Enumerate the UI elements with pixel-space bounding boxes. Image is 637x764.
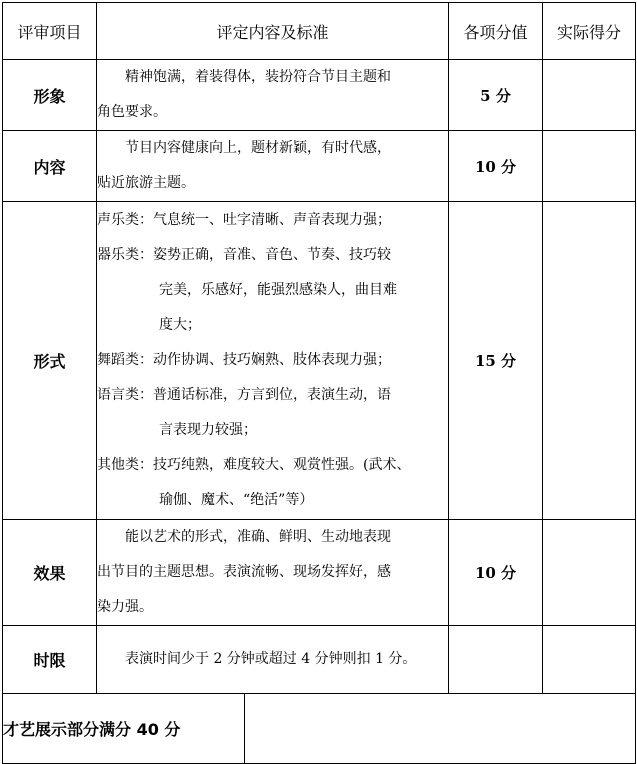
score-cell: 10 分 (449, 131, 543, 202)
criteria-line: 染力强。 (97, 599, 153, 615)
criteria-line: 语言类：普通话标准，方言到位，表演生动，语 (97, 387, 391, 403)
header-content: 评定内容及标准 (97, 3, 449, 60)
category-cell: 形式 (3, 202, 97, 520)
criteria-line: 器乐类：姿势正确，音准、音色、节奏、技巧较 (97, 247, 391, 263)
criteria-line: 节目内容健康向上，题材新颖，有时代感， (125, 140, 391, 156)
criteria-line: 其他类：技巧纯熟，难度较大、观赏性强。(武术、 (97, 457, 411, 473)
header-score: 各项分值 (449, 3, 543, 60)
actual-score-input[interactable] (543, 626, 636, 694)
category-cell: 时限 (3, 626, 97, 694)
score-cell: 5 分 (449, 60, 543, 131)
criteria-line: 角色要求。 (97, 104, 167, 120)
criteria-line: 度大； (159, 317, 201, 333)
criteria-cell (97, 626, 449, 694)
criteria-line: 精神饱满，着装得体，装扮符合节目主题和 (125, 69, 391, 85)
category-cell: 效果 (3, 520, 97, 626)
category-cell: 内容 (3, 131, 97, 202)
row-effect (3, 520, 636, 626)
footer-row (3, 694, 636, 764)
criteria-cell (97, 131, 449, 202)
header-row (3, 3, 636, 60)
criteria-line: 声乐类：气息统一、吐字清晰、声音表现力强； (97, 212, 391, 228)
criteria-line: 完美，乐感好，能强烈感染人，曲目难 (159, 282, 397, 298)
row-time-limit (3, 626, 636, 694)
criteria-line: 舞蹈类：动作协调、技巧娴熟、肢体表现力强； (97, 352, 391, 368)
total-score-input[interactable] (245, 694, 636, 764)
criteria-cell (97, 520, 449, 626)
criteria-line: 出节目的主题思想。表演流畅、现场发挥好，感 (97, 564, 391, 580)
criteria-line: 贴近旅游主题。 (97, 175, 195, 191)
actual-score-input[interactable] (543, 131, 636, 202)
actual-score-input[interactable] (543, 520, 636, 626)
score-cell (449, 626, 543, 694)
actual-score-input[interactable] (543, 60, 636, 131)
header-actual: 实际得分 (543, 3, 636, 60)
criteria-line: 言表现力较强； (159, 422, 257, 438)
scoring-table (2, 2, 636, 764)
header-item: 评审项目 (3, 3, 97, 60)
criteria-line: 表演时间少于 2 分钟或超过 4 分钟则扣 1 分。 (125, 651, 417, 667)
criteria-line: 瑜伽、魔术、“绝活”等） (159, 492, 314, 508)
row-image (3, 60, 636, 131)
criteria-cell (97, 202, 449, 520)
actual-score-input[interactable] (543, 202, 636, 520)
category-cell: 形象 (3, 60, 97, 131)
total-label: 才艺展示部分满分 40 分 (3, 694, 245, 764)
criteria-cell (97, 60, 449, 131)
row-content (3, 131, 636, 202)
score-cell: 15 分 (449, 202, 543, 520)
row-form (3, 202, 636, 520)
criteria-line: 能以艺术的形式，准确、鲜明、生动地表现 (125, 529, 391, 545)
score-cell: 10 分 (449, 520, 543, 626)
